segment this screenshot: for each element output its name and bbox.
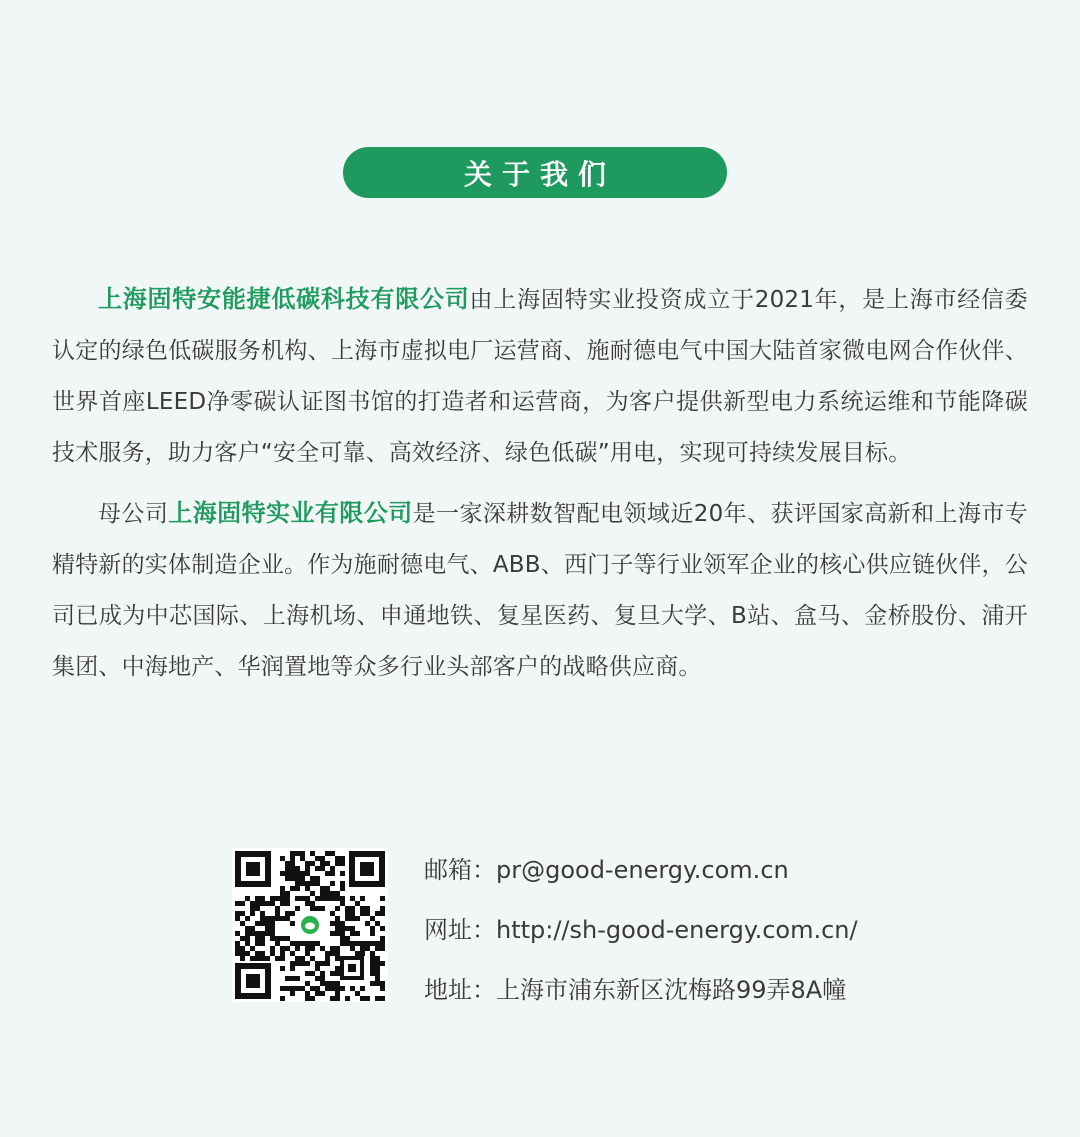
wechat-qr-code-icon — [232, 848, 388, 1002]
about-paragraph-1 — [52, 274, 1028, 479]
parent-company-prefix: 母公司 — [98, 501, 169, 527]
about-paragraph-2 — [52, 488, 1028, 693]
about-paragraph-2-text: 是一家深耕数智配电领域近20年、获评国家高新和上海市专精特新的实体制造企业。作为施耐德电气、ABB、西门子等行业领军企业的核心供应链伙伴，公司已成为中芯国际、上海机场、申通地铁、复星医药、复旦大学、B站、盒马、金桥股份、浦开集团、中海地产、华润置地等众多行业头部客户的战略供应商。 — [52, 501, 1028, 680]
section-title-pill — [343, 147, 727, 198]
contact-email[interactable]: 邮箱：pr@good-energy.com.cn — [424, 856, 789, 884]
contact-info — [424, 840, 858, 1020]
section-title: 关于我们 — [463, 157, 616, 191]
about-content — [52, 274, 1028, 702]
company-name-highlight: 上海固特安能捷低碳科技有限公司 — [98, 285, 470, 313]
contact-website[interactable]: 网址：http://sh-good-energy.com.cn/ — [424, 916, 858, 944]
contact-address: 地址：上海市浦东新区沈梅路99弄8A幢 — [424, 976, 847, 1004]
about-paragraph-1-text: 由上海固特实业投资成立于2021年，是上海市经信委认定的绿色低碳服务机构、上海市虚拟电厂运营商、施耐德电气中国大陆首家微电网合作伙伴、世界首座LEED净零碳认证图书馆的打造者和运营商，为客户提供新型电力系统运维和节能降碳技术服务，助力客户“安全可靠、高效经济、绿色低碳”用电，实现可持续发展目标。 — [52, 287, 1028, 466]
parent-company-highlight: 上海固特实业有限公司 — [168, 499, 413, 527]
qr-code-graphic — [232, 848, 388, 1002]
